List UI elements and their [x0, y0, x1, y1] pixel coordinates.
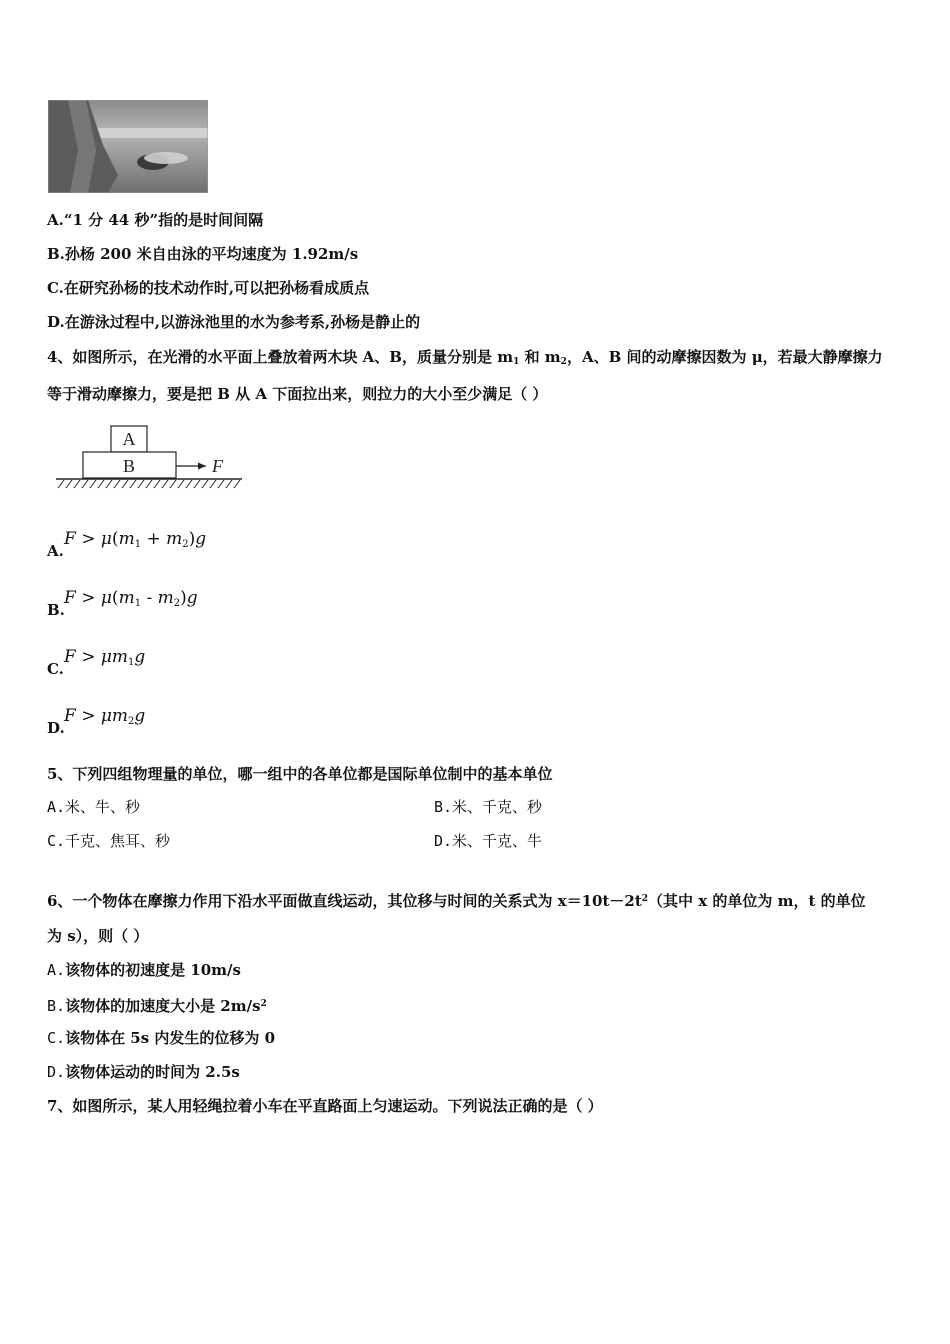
q4-option-a-label: A.: [47, 542, 64, 560]
minus-sign: -: [146, 588, 153, 608]
q4-stem-line2: 等于滑动摩擦力，要是把 B 从 A 下面拉出来，则拉力的大小至少满足（ ）: [47, 385, 548, 403]
m-symbol: m: [111, 706, 129, 726]
m2-subscript: 2: [173, 598, 181, 609]
force-arrow-head: [198, 463, 206, 470]
f-symbol: F: [64, 588, 76, 608]
swimmer-photo: [48, 100, 208, 193]
q4-option-b-formula: [64, 587, 198, 615]
g-symbol: g: [134, 647, 146, 667]
q4-stem-sub1: 1: [513, 357, 520, 367]
mu-symbol: μ: [100, 529, 112, 549]
left-paren: (: [111, 588, 119, 608]
greater-than: >: [81, 706, 96, 726]
q6-stem-line2: 为 s），则（ ）: [47, 927, 149, 945]
q3-option-a: A.“1 分 44 秒”指的是时间间隔: [47, 211, 264, 229]
mu-symbol: μ: [100, 647, 112, 667]
m-subscript: 2: [128, 716, 135, 727]
right-paren: ): [188, 529, 196, 549]
m1-symbol: m: [118, 529, 135, 549]
q6-option-a: [47, 960, 241, 980]
g-symbol: g: [195, 529, 207, 549]
f-symbol: F: [64, 647, 76, 667]
q4-stem-line1: [47, 347, 883, 372]
mu-symbol: μ: [100, 706, 112, 726]
m1-subscript: 1: [134, 598, 142, 609]
ground-hatching: [58, 480, 240, 488]
q6-option-b-sup: 2: [260, 999, 267, 1009]
g-symbol: g: [134, 706, 146, 726]
q4-blocks-diagram: [54, 424, 244, 492]
m1-subscript: 1: [134, 539, 142, 550]
q4-stem-sub2: 2: [560, 357, 567, 367]
q3-option-c: C.在研究孙杨的技术动作时,可以把孙杨看成质点: [47, 279, 370, 297]
q4-option-c-label: C.: [47, 660, 64, 678]
q6-option-d-text: 该物体运动的时间为 2.5s: [65, 1063, 240, 1081]
q7-stem: 7、如图所示，某人用轻绳拉着小车在平直路面上匀速运动。下列说法正确的是（ ）: [47, 1097, 603, 1115]
m2-subscript: 2: [182, 539, 189, 550]
q6-option-c-text: 该物体在 5s 内发生的位移为 0: [65, 1029, 276, 1047]
q5-option-d: D.米、千克、牛: [434, 832, 543, 850]
m2-symbol: m: [157, 588, 174, 608]
greater-than: >: [81, 588, 96, 608]
mu-symbol: μ: [100, 588, 112, 608]
q6-stem-part1: 6、一个物体在摩擦力作用下沿水平面做直线运动，其位移与时间的关系式为 x＝10t－2t: [47, 892, 642, 910]
q6-option-b-text: 该物体的加速度大小是 2m/s: [65, 997, 261, 1015]
q6-stem-sup: 2: [641, 894, 649, 904]
q6-option-a-label: A.: [47, 961, 66, 979]
q3-option-d: D.在游泳过程中,以游泳池里的水为参考系,孙杨是静止的: [47, 313, 421, 331]
q6-option-b: [47, 994, 267, 1016]
f-symbol: F: [64, 706, 76, 726]
block-b-label: B: [122, 456, 136, 476]
q4-stem-part2: 和 m: [519, 348, 561, 366]
q4-blocks-figure: [54, 424, 244, 492]
m2-symbol: m: [166, 529, 183, 549]
g-symbol: g: [186, 588, 198, 608]
q5-stem: 5、下列四组物理量的单位，哪一组中的各单位都是国际单位制中的基本单位: [47, 765, 553, 783]
q5-option-c: C.千克、焦耳、秒: [47, 832, 171, 850]
greater-than: >: [81, 529, 96, 549]
q4-option-c-formula: [64, 646, 145, 674]
q5-option-b: B.米、千克、秒: [434, 798, 543, 816]
right-paren: ): [180, 588, 187, 608]
plus-sign: +: [146, 529, 161, 549]
block-a-label: A: [122, 429, 136, 449]
q6-option-d: [47, 1062, 240, 1082]
m-symbol: m: [111, 647, 129, 667]
q6-option-b-label: B.: [47, 997, 66, 1015]
q6-stem-line1: [47, 889, 866, 911]
q4-option-a-formula: [64, 528, 206, 556]
q4-option-d-formula: [64, 705, 145, 733]
q4-stem-part1: 4、如图所示，在光滑的水平面上叠放着两木块 A、B，质量分别是 m: [47, 348, 514, 366]
f-symbol: F: [64, 529, 76, 549]
q6-option-c-label: C.: [47, 1029, 66, 1047]
q5-option-a: A.米、牛、秒: [47, 798, 141, 816]
q4-stem-part3: ，A、B 间的动摩擦因数为 μ，若最大静摩擦力: [566, 348, 883, 366]
greater-than: >: [81, 647, 96, 667]
left-paren: (: [111, 529, 119, 549]
m1-symbol: m: [118, 588, 135, 608]
q4-option-d-label: D.: [47, 719, 65, 737]
q4-option-b-label: B.: [47, 601, 65, 619]
q6-option-c: [47, 1028, 275, 1048]
q3-option-b: B.孙杨 200 米自由泳的平均速度为 1.92m/s: [47, 245, 359, 263]
q6-stem-part2: （其中 x 的单位为 m，t 的单位: [648, 892, 866, 910]
m-subscript: 1: [128, 657, 135, 668]
q6-option-a-text: 该物体的初速度是 10m/s: [65, 961, 241, 979]
q6-option-d-label: D.: [47, 1063, 66, 1081]
swimmer-photo-image: [48, 100, 208, 193]
force-label: F: [212, 456, 223, 476]
